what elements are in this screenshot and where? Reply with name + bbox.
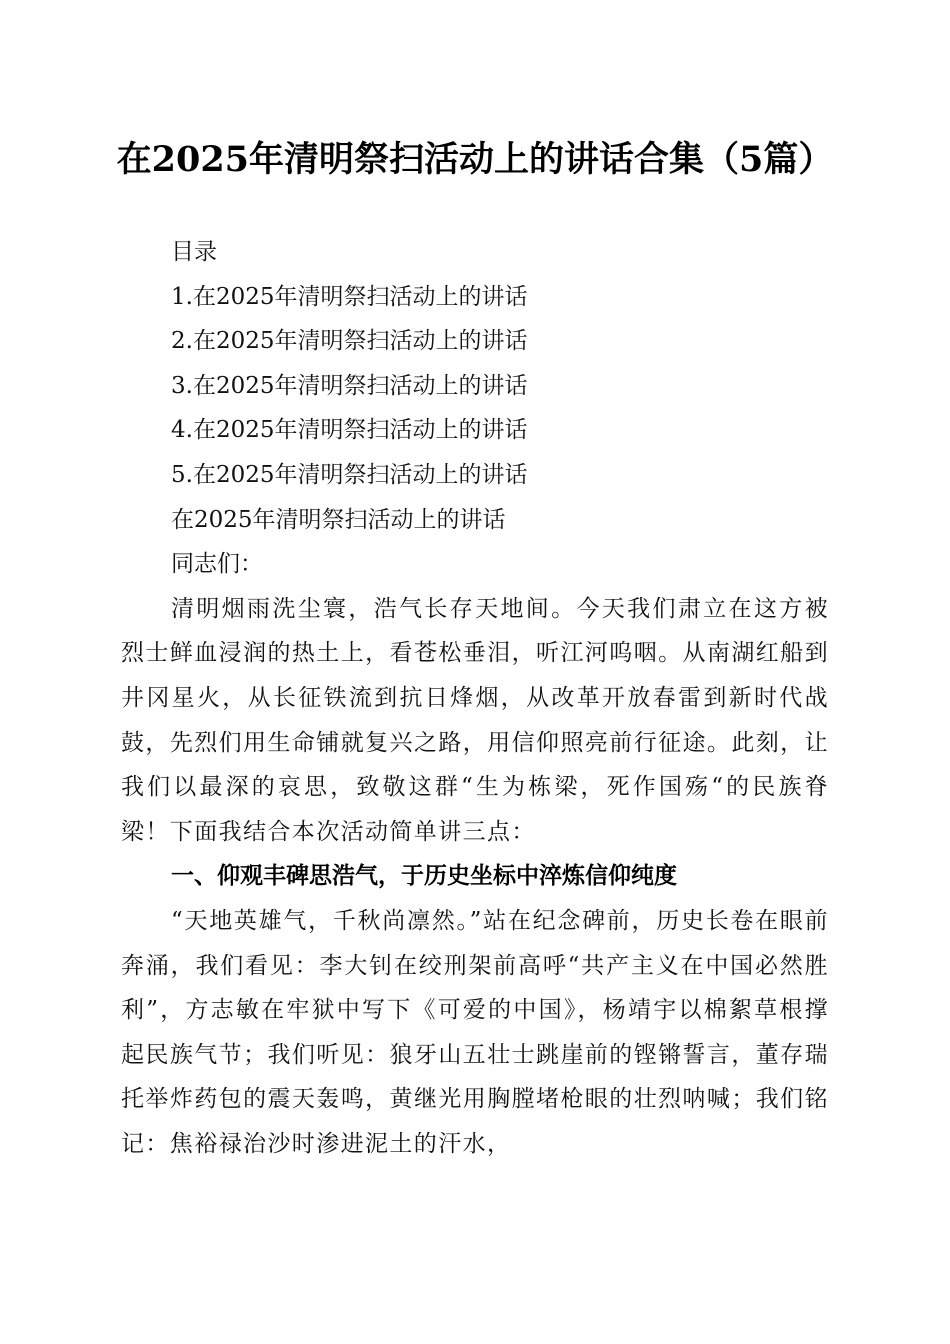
toc-item: 4.在2025年清明祭扫活动上的讲话 bbox=[171, 417, 528, 444]
toc-item: 3.在2025年清明祭扫活动上的讲话 bbox=[171, 372, 528, 399]
toc-item: 2.在2025年清明祭扫活动上的讲话 bbox=[171, 328, 528, 355]
document-body bbox=[121, 230, 829, 1166]
salutation: 同志们： bbox=[171, 551, 263, 578]
speech-title: 在2025年清明祭扫活动上的讲话 bbox=[171, 506, 506, 533]
paragraph: 清明烟雨洗尘寰，浩气长存天地间。今天我们肃立在这方被烈士鲜血浸润的热土上，看苍松垂泪，听江河呜咽。从南湖红船到井冈星火，从长征铁流到抗日烽烟，从改革开放春雷到新时代战鼓，先烈们用生命铺就复兴之路，用信仰照亮前行征途。此刻，让我们以最深的哀思，致敬这群“生为栋梁，死作国殇“的民族脊梁！下面我结合本次活动简单讲三点： bbox=[121, 595, 829, 845]
document-title: 在2025年清明祭扫活动上的讲话合集（5篇） bbox=[116, 139, 834, 180]
toc-label: 目录 bbox=[171, 239, 217, 265]
toc-item: 1.在2025年清明祭扫活动上的讲话 bbox=[171, 283, 528, 310]
section-heading: 一、仰观丰碑思浩气，于历史坐标中淬炼信仰纯度 bbox=[171, 863, 677, 890]
paragraph: “天地英雄气，千秋尚凛然。”站在纪念碑前，历史长卷在眼前奔涌，我们看见：李大钊在绞刑架前高呼“共产主义在中国必然胜利”，方志敏在牢狱中写下《可爱的中国》，杨靖宇以棉絮草根撑起民族气节；我们听见：狼牙山五壮士跳崖前的铿锵誓言，董存瑞托举炸药包的震天轰鸣，黄继光用胸膛堵枪眼的壮烈呐喊；我们铭记：焦裕禄治沙时渗进泥土的汗水， bbox=[121, 907, 829, 1157]
toc-item: 5.在2025年清明祭扫活动上的讲话 bbox=[171, 461, 528, 488]
